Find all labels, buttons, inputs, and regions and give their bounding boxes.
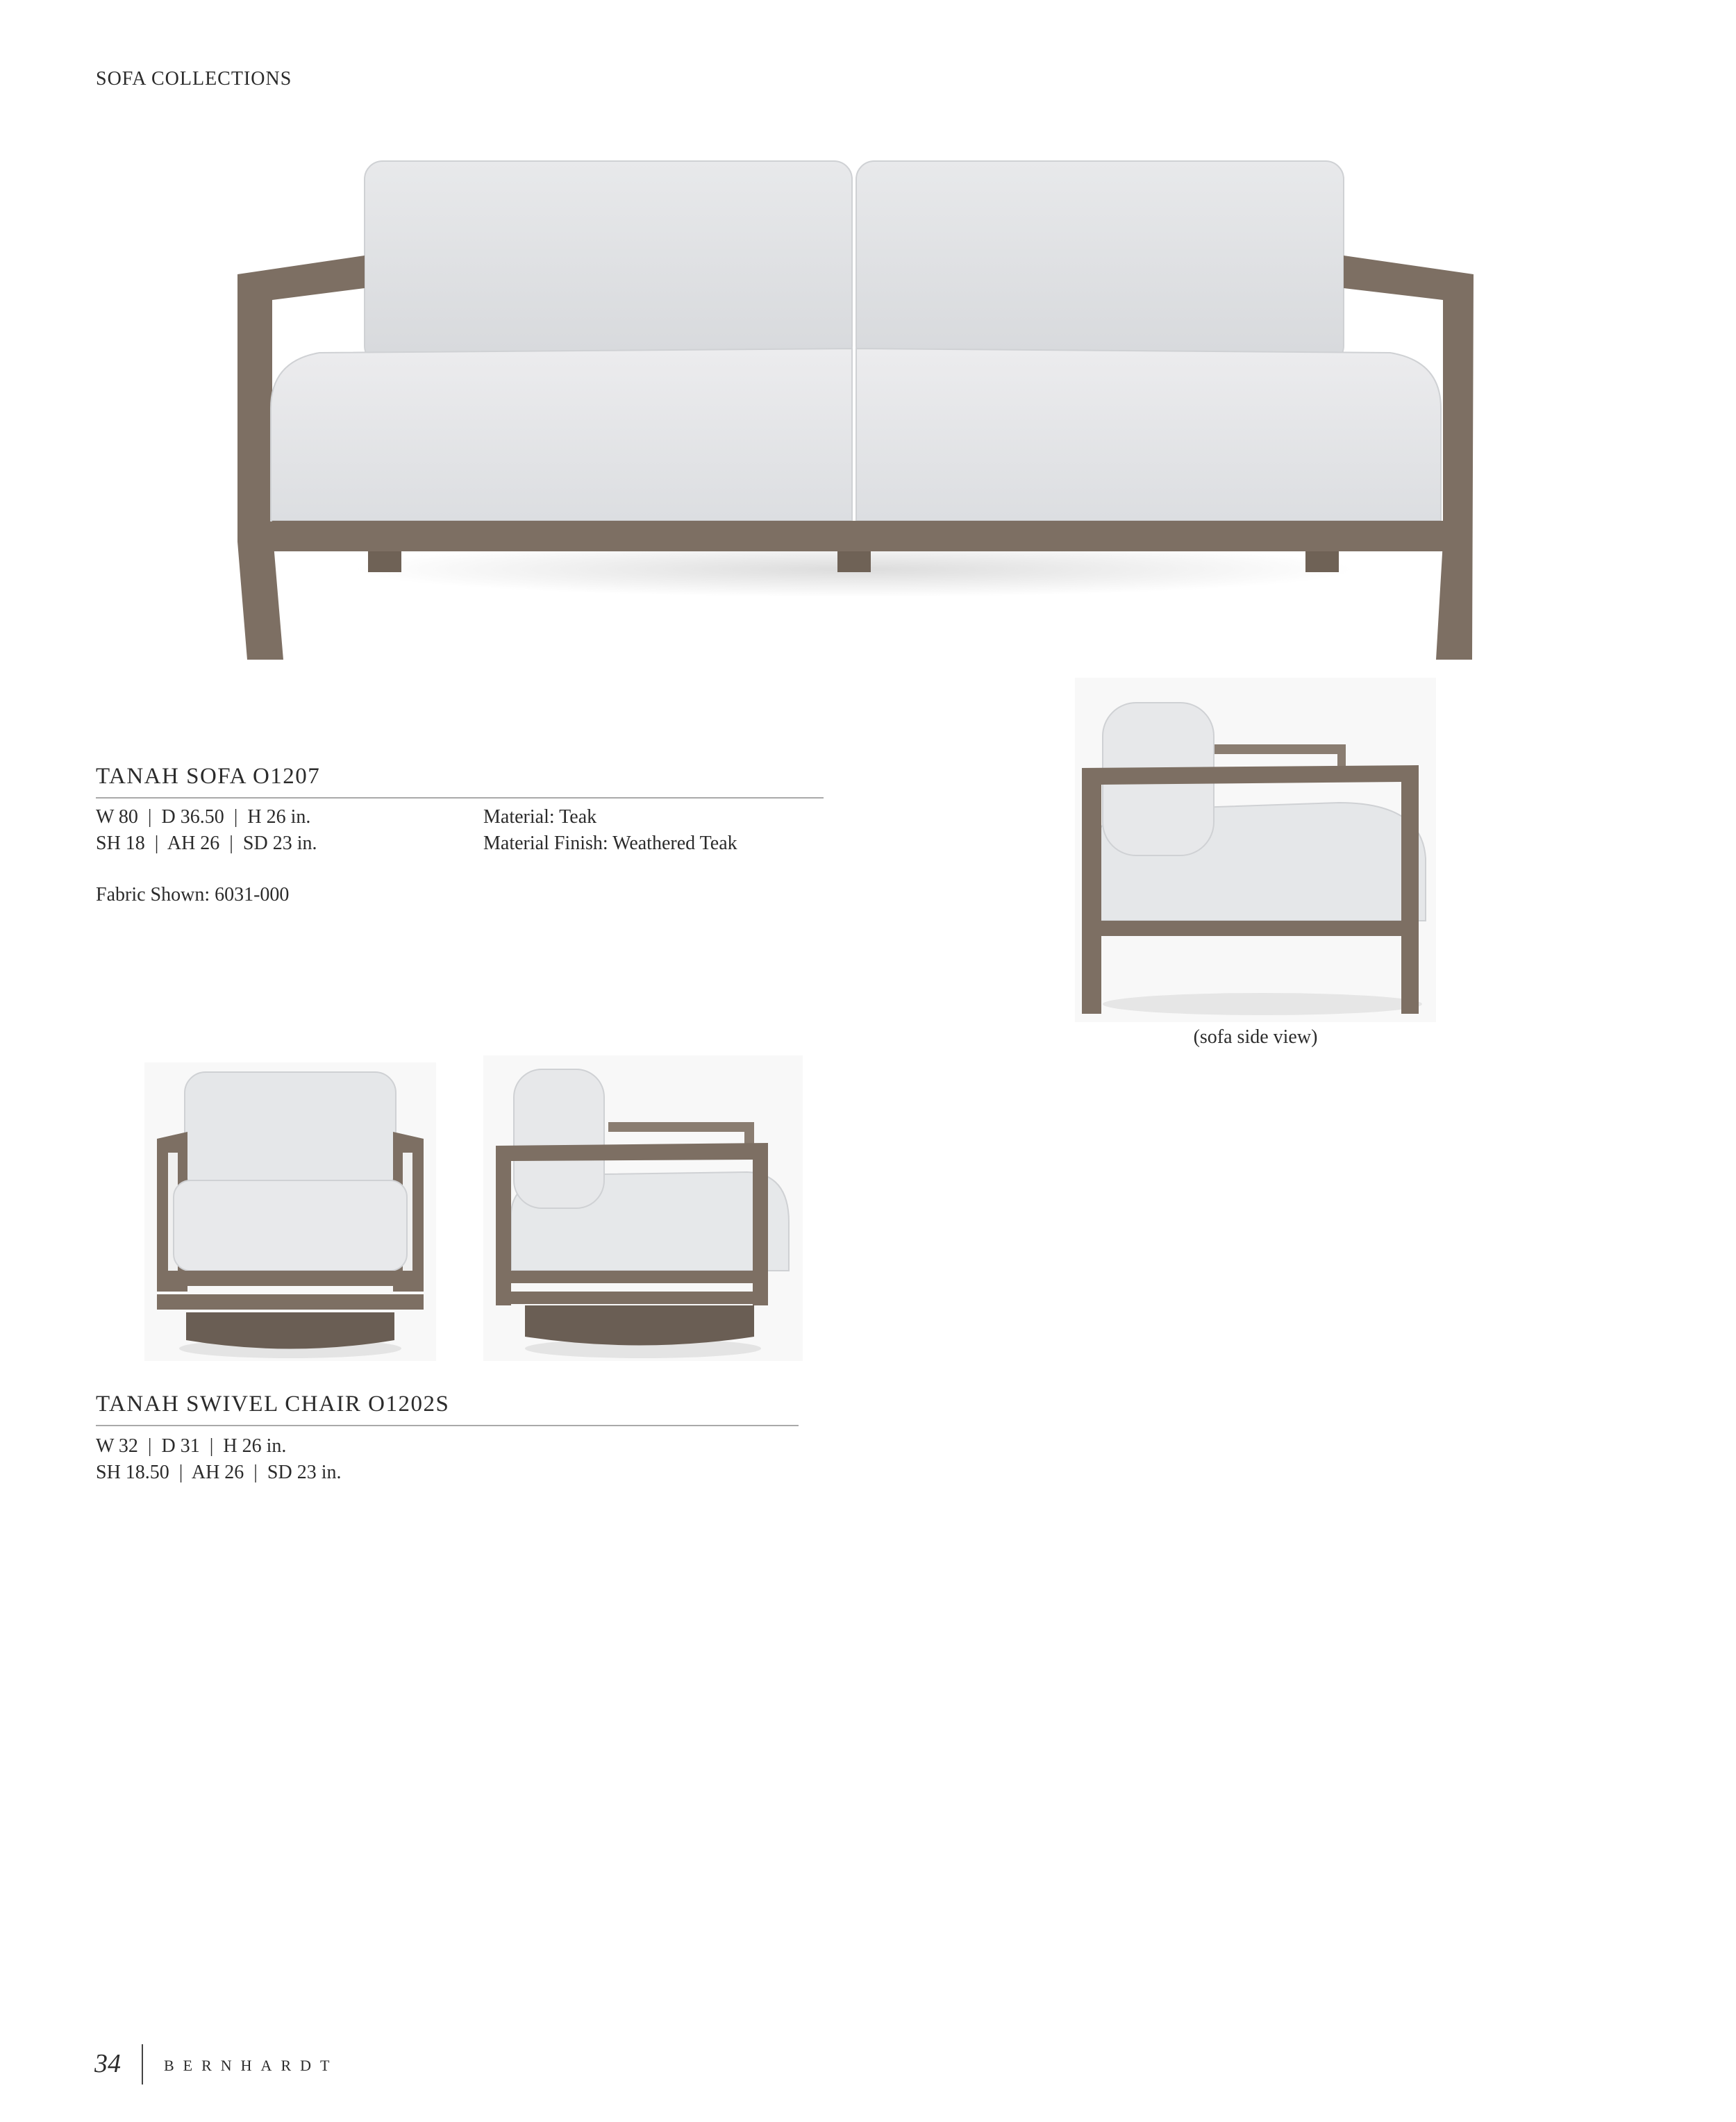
sofa-side-caption: (sofa side view) [1193, 1026, 1318, 1048]
sofa-side-image [1075, 678, 1436, 1022]
sofa-dims-line-1: W 80 | D 36.50 | H 26 in. [96, 806, 311, 828]
footer-divider [142, 2044, 143, 2085]
swivel-chair-front-image [144, 1062, 436, 1361]
section-label: SOFA COLLECTIONS [96, 68, 292, 90]
sofa-divider [96, 797, 824, 799]
sofa-fabric: Fabric Shown: 6031-000 [96, 884, 290, 905]
page-number: 34 [94, 2049, 121, 2078]
chair-dims-line-2: SH 18.50 | AH 26 | SD 23 in. [96, 1462, 342, 1483]
sofa-front-image [229, 153, 1479, 667]
chair-dims-line-1: W 32 | D 31 | H 26 in. [96, 1435, 287, 1457]
swivel-chair-divider [96, 1425, 799, 1426]
brand-wordmark: BERNHARDT [164, 2057, 339, 2074]
swivel-chair-side-image [483, 1055, 803, 1361]
sofa-material: Material: Teak [483, 806, 597, 828]
swivel-chair-dimensions [96, 1433, 341, 1486]
sofa-dimensions [96, 804, 317, 857]
swivel-chair-title: TANAH SWIVEL CHAIR O1202S [96, 1392, 450, 1417]
sofa-finish: Material Finish: Weathered Teak [483, 833, 737, 854]
sofa-material-block [483, 804, 737, 857]
sofa-dims-line-2: SH 18 | AH 26 | SD 23 in. [96, 833, 317, 854]
sofa-title: TANAH SOFA O1207 [96, 764, 321, 789]
